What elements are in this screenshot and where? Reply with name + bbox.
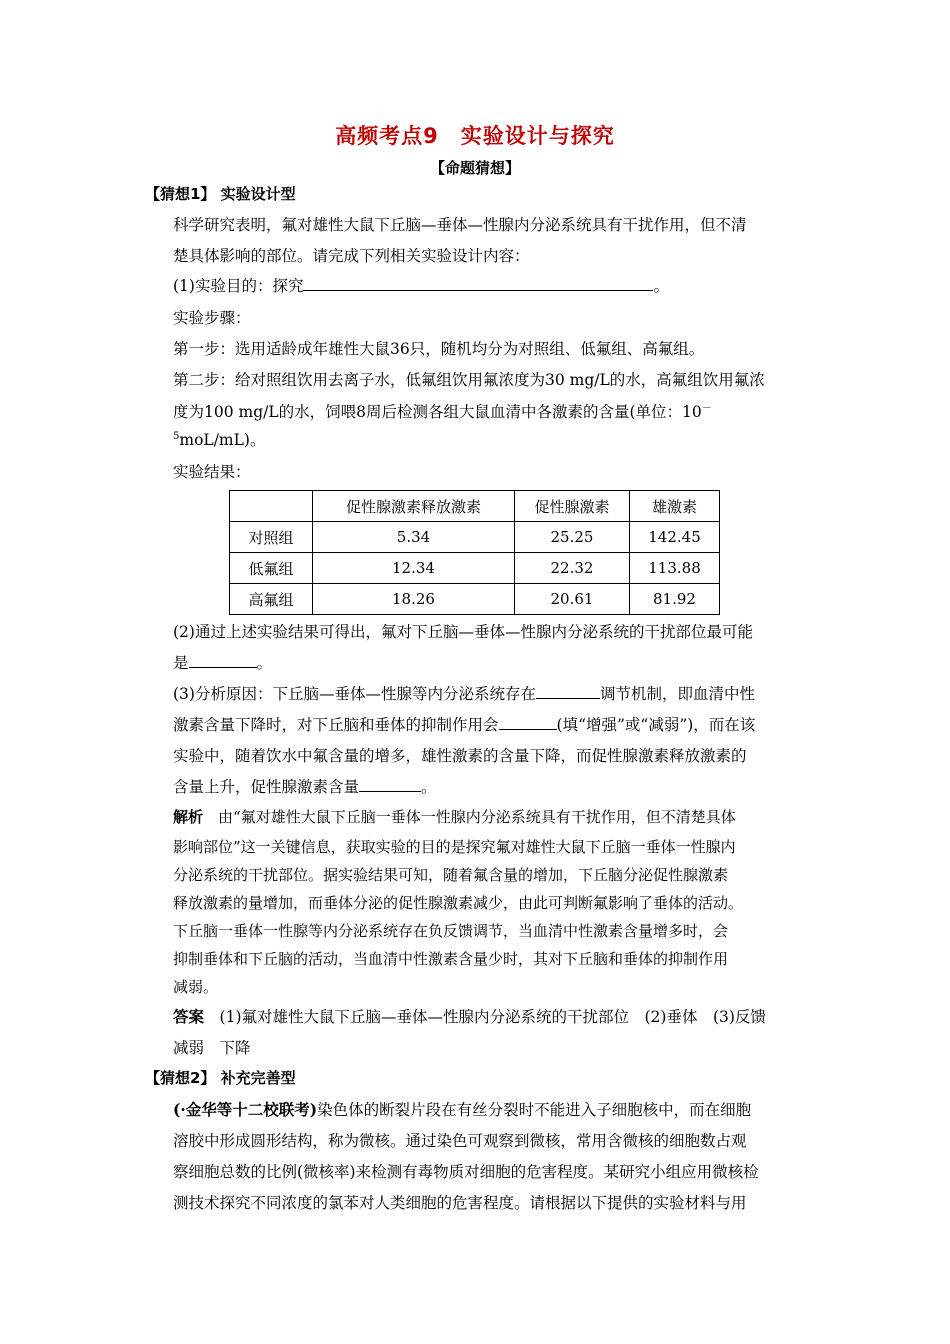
answer-text-1: (1)氟对雄性大鼠下丘脑—垂体—性腺内分泌系统的干扰部位 (2)垂体 (3)反馈 — [219, 1008, 766, 1026]
question-2-text: 是 — [173, 654, 189, 672]
section-subtitle: 【命题猜想】 — [429, 159, 520, 177]
guess-2-label: 【猜想2】 — [145, 1069, 216, 1087]
table-cell: 高氟组 — [230, 584, 313, 615]
table-cell: 113.88 — [630, 553, 720, 584]
guess-2-line-2: 溶胶中形成圆形结构，称为微核。通过染色可观察到微核，常用含微核的细胞数占观 — [173, 1132, 747, 1150]
guess-1-label: 【猜想1】 — [145, 185, 216, 203]
answer-line-1 — [173, 1005, 766, 1027]
exponent-digit: 5 — [173, 430, 180, 442]
table-row — [230, 522, 720, 553]
page-title: 高频考点9 实验设计与探究 — [335, 124, 615, 148]
intro-line-1: 科学研究表明，氟对雄性大鼠下丘脑—垂体—性腺内分泌系统具有干扰作用，但不清 — [173, 216, 747, 234]
answer-label: 答案 — [173, 1007, 205, 1026]
step-2-line-2 — [173, 399, 712, 422]
question-2-line-1: (2)通过上述实验结果可得出，氟对下丘脑—垂体—性腺内分泌系统的干扰部位最可能 — [173, 623, 753, 641]
table-cell: 5.34 — [313, 522, 515, 553]
question-3-line-1 — [173, 682, 755, 704]
guess-2-text-1: 染色体的断裂片段在有丝分裂时不能进入子细胞核中，而在细胞 — [317, 1101, 752, 1119]
question-2-end: 。 — [256, 654, 273, 672]
analysis-label: 解析 — [173, 808, 204, 826]
analysis-line-2: 影响部位”这一关键信息，获取实验的目的是探究氟对雄性大鼠下丘脑一垂体一性腺内 — [173, 838, 736, 856]
table-cell: 12.34 — [313, 553, 515, 584]
answer-blank-3[interactable] — [536, 684, 600, 699]
question-3-line-2-text: 激素含量下降时，对下丘脑和垂体的抑制作用会 — [173, 716, 499, 734]
table-row — [230, 553, 720, 584]
answer-blank-2[interactable] — [189, 653, 257, 668]
question-3-line-4 — [173, 775, 437, 797]
table-header-cell: 促性腺激素释放激素 — [313, 491, 515, 522]
table-header-cell — [230, 491, 313, 522]
question-1-text: (1)实验目的：探究 — [173, 277, 304, 295]
analysis-line-3: 分泌系统的干扰部位。据实验结果可知，随着氟含量的增加，下丘脑分泌促性腺激素 — [173, 866, 729, 884]
table-cell: 低氟组 — [230, 553, 313, 584]
analysis-line-5: 下丘脑一垂体一性腺等内分泌系统存在负反馈调节，当血清中性激素含量增多时，会 — [173, 922, 729, 940]
answer-line-2: 减弱 下降 — [173, 1039, 251, 1057]
guess-2-type: 补充完善型 — [220, 1069, 296, 1087]
table-cell: 22.32 — [515, 553, 630, 584]
results-table — [229, 490, 720, 615]
analysis-line-4: 释放激素的量增加，而垂体分泌的促性腺激素减少，由此可判断氟影响了垂体的活动。 — [173, 894, 744, 912]
guess-2-line-1 — [173, 1098, 751, 1120]
question-3-line-4-text: 含量上升，促性腺激素含量 — [173, 778, 360, 796]
answer-blank-4[interactable] — [499, 715, 557, 730]
guess-1-type: 实验设计型 — [220, 185, 296, 203]
question-3-text-end: 调节机制，即血清中性 — [599, 685, 755, 703]
table-cell: 142.45 — [630, 522, 720, 553]
source-note: (·金华等十二校联考) — [173, 1100, 318, 1119]
guess-2-line-3: 察细胞总数的比例(微核率)来检测有毒物质对细胞的危害程度。某研究小组应用微核检 — [173, 1163, 759, 1181]
answer-blank-5[interactable] — [359, 777, 421, 792]
question-2-line-2 — [173, 651, 272, 673]
guess-1-heading — [145, 183, 296, 204]
question-3-line-4-end: 。 — [421, 778, 437, 796]
question-1 — [173, 274, 669, 296]
step-2-line-3 — [173, 428, 265, 450]
analysis-line-6: 抑制垂体和下丘脑的活动，当血清中性激素含量少时，其对下丘脑和垂体的抑制作用 — [173, 950, 729, 968]
intro-line-2: 楚具体影响的部位。请完成下列相关实验设计内容： — [173, 247, 530, 265]
step-2-line-1: 第二步：给对照组饮用去离子水，低氟组饮用氟浓度为30 mg/L的水，高氟组饮用氟浓 — [173, 371, 765, 389]
step-2-line-2-text: 度为100 mg/L的水，饲喂8周后检测各组大鼠血清中各激素的含量(单位：10 — [173, 403, 702, 422]
exponent-sign: － — [701, 403, 712, 414]
guess-2-heading — [145, 1067, 296, 1088]
answer-blank-1[interactable] — [303, 276, 653, 291]
table-cell: 对照组 — [230, 522, 313, 553]
table-cell: 18.26 — [313, 584, 515, 615]
analysis-line-7: 减弱。 — [173, 978, 219, 996]
table-row — [230, 584, 720, 615]
question-3-text: (3)分析原因：下丘脑—垂体—性腺等内分泌系统存在 — [173, 685, 536, 703]
table-header-cell: 雄激素 — [630, 491, 720, 522]
steps-heading: 实验步骤： — [173, 309, 251, 327]
analysis-line-1 — [173, 806, 736, 827]
table-cell: 25.25 — [515, 522, 630, 553]
table-cell: 20.61 — [515, 584, 630, 615]
question-1-end: 。 — [653, 277, 669, 295]
step-2-line-3-text: moL/mL)。 — [179, 431, 266, 449]
step-1: 第一步：选用适龄成年雄性大鼠36只，随机均分为对照组、低氟组、高氟组。 — [173, 340, 705, 358]
question-3-line-2 — [173, 713, 755, 735]
results-heading: 实验结果： — [173, 463, 251, 481]
table-cell: 81.92 — [630, 584, 720, 615]
table-header-cell: 促性腺激素 — [515, 491, 630, 522]
question-3-line-2-end: (填“增强”或“减弱”)，而在该 — [556, 716, 756, 734]
guess-2-line-4: 测技术探究不同浓度的氯苯对人类细胞的危害程度。请根据以下提供的实验材料与用 — [173, 1194, 747, 1212]
analysis-text-1: 由“氟对雄性大鼠下丘脑一垂体一性腺内分泌系统具有干扰作用，但不清楚具体 — [218, 808, 736, 826]
table-header-row — [230, 491, 720, 522]
question-3-line-3: 实验中，随着饮水中氟含量的增多，雄性激素的含量下降，而促性腺激素释放激素的 — [173, 747, 747, 765]
